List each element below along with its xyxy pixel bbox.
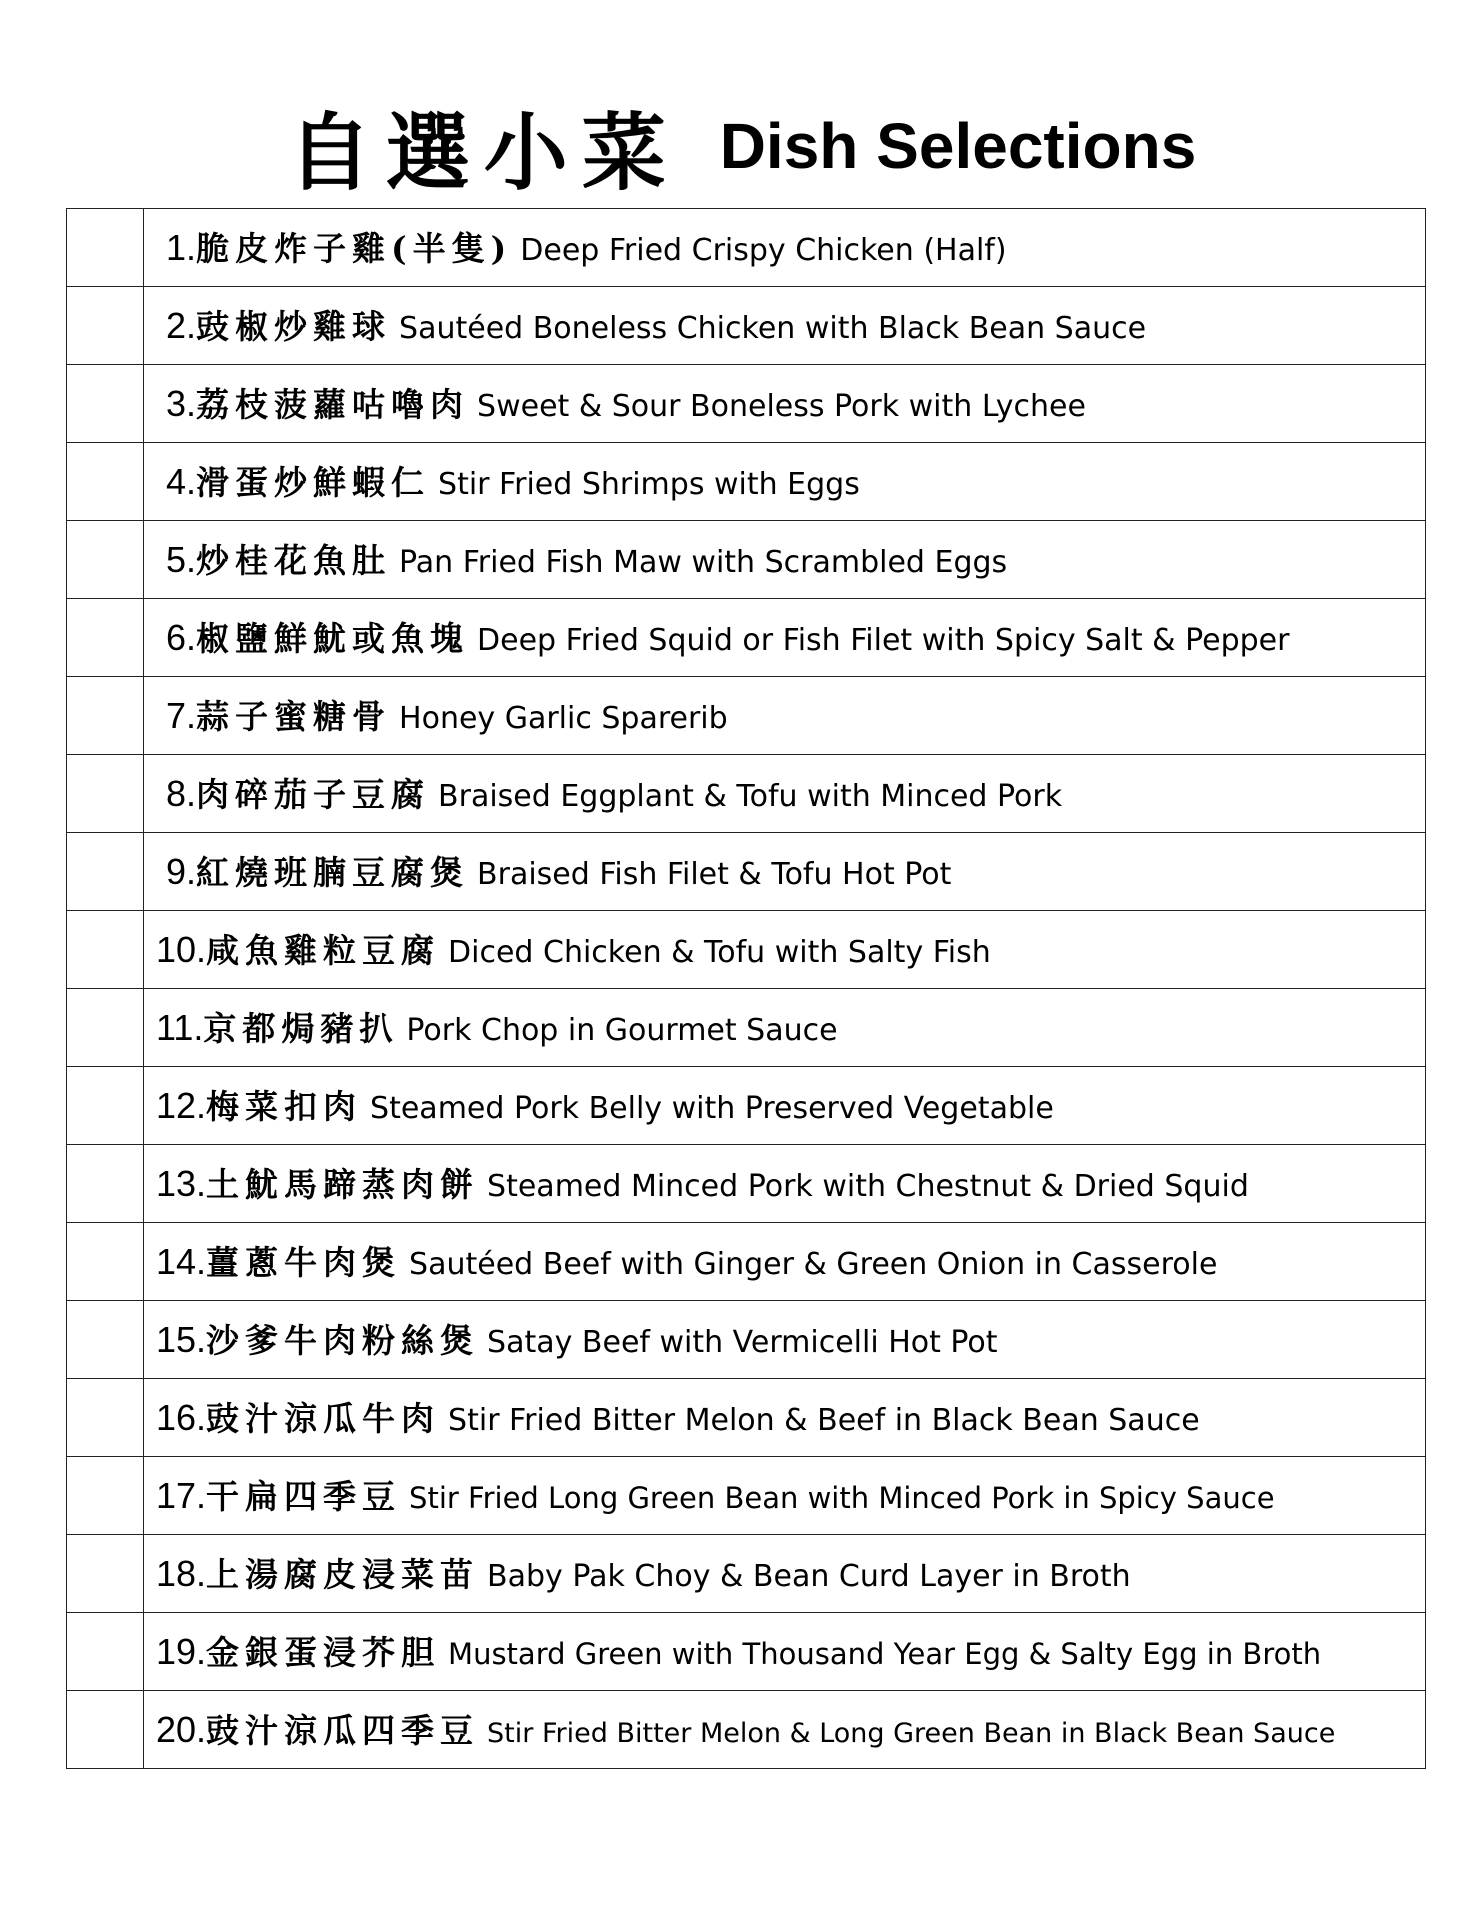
dish-item <box>144 1535 1426 1613</box>
dish-name-english: Sautéed Boneless Chicken with Black Bean Sauce <box>399 310 1147 346</box>
dish-item <box>144 755 1426 833</box>
dish-select-cell[interactable] <box>67 1067 144 1145</box>
dish-name-chinese: 金銀蛋浸芥胆 <box>206 1632 441 1672</box>
dish-number: 12. <box>156 1084 207 1126</box>
dish-name-english: Pan Fried Fish Maw with Scrambled Eggs <box>399 544 1008 580</box>
dish-select-cell[interactable] <box>67 287 144 365</box>
dish-item <box>144 911 1426 989</box>
dish-number: 17. <box>156 1474 207 1516</box>
dish-number: 8. <box>166 772 197 814</box>
dish-number: 3. <box>166 382 197 424</box>
dish-select-cell[interactable] <box>67 521 144 599</box>
dish-row <box>67 677 1426 755</box>
dish-name-english: Baby Pak Choy & Bean Curd Layer in Broth <box>487 1558 1131 1594</box>
dish-name-chinese: 蒜子蜜糖骨 <box>196 696 392 736</box>
dish-select-cell[interactable] <box>67 599 144 677</box>
dish-name-english: Satay Beef with Vermicelli Hot Pot <box>487 1324 998 1360</box>
dish-name-chinese: 肉碎茄子豆腐 <box>196 774 431 814</box>
dish-number: 7. <box>166 694 197 736</box>
dish-row <box>67 1613 1426 1691</box>
dish-name-english: Braised Fish Filet & Tofu Hot Pot <box>477 856 952 892</box>
dish-name-english: Pork Chop in Gourmet Sauce <box>406 1012 838 1048</box>
dish-row <box>67 1067 1426 1145</box>
dish-number: 13. <box>156 1162 207 1204</box>
dish-item <box>144 677 1426 755</box>
dish-row <box>67 287 1426 365</box>
dish-select-cell[interactable] <box>67 755 144 833</box>
dish-select-cell[interactable] <box>67 677 144 755</box>
dish-number: 1. <box>166 226 197 268</box>
dish-number: 11. <box>156 1006 204 1048</box>
dish-name-english: Steamed Minced Pork with Chestnut & Dried Squid <box>487 1168 1249 1204</box>
dish-row <box>67 1301 1426 1379</box>
dish-number: 16. <box>156 1396 207 1438</box>
dish-select-cell[interactable] <box>67 911 144 989</box>
dish-select-cell[interactable] <box>67 1223 144 1301</box>
dish-name-english: Sweet & Sour Boneless Pork with Lychee <box>477 388 1086 424</box>
dish-name-english: Deep Fried Squid or Fish Filet with Spicy Salt & Pepper <box>477 622 1290 658</box>
dish-name-chinese: 荔枝菠蘿咕嚕肉 <box>196 384 470 424</box>
dish-row <box>67 599 1426 677</box>
dish-item <box>144 521 1426 599</box>
dish-name-english: Stir Fried Long Green Bean with Minced Pork in Spicy Sauce <box>409 1480 1275 1515</box>
dish-select-cell[interactable] <box>67 1145 144 1223</box>
dish-item <box>144 209 1426 287</box>
dish-name-chinese: 干扁四季豆 <box>206 1476 402 1516</box>
dish-name-chinese: 薑蔥牛肉煲 <box>206 1242 402 1282</box>
dish-number: 5. <box>166 538 197 580</box>
dish-select-cell[interactable] <box>67 1535 144 1613</box>
dish-name-chinese: 土魷馬蹄蒸肉餅 <box>206 1164 480 1204</box>
dish-number: 4. <box>166 460 197 502</box>
dish-number: 10. <box>156 928 207 970</box>
page-title <box>0 96 1484 202</box>
dish-name-chinese: 椒鹽鮮魷或魚塊 <box>196 618 470 658</box>
title-chinese: 自選小菜 <box>287 102 680 202</box>
dish-row <box>67 989 1426 1067</box>
dish-name-english: Diced Chicken & Tofu with Salty Fish <box>448 934 991 970</box>
dish-row <box>67 755 1426 833</box>
dish-name-chinese: 脆皮炸子雞(半隻) <box>196 228 513 268</box>
dish-item <box>144 599 1426 677</box>
dish-number: 20. <box>156 1708 207 1750</box>
dish-number: 19. <box>156 1630 207 1672</box>
dish-item <box>144 287 1426 365</box>
dish-number: 6. <box>166 616 197 658</box>
dish-name-english: Stir Fried Bitter Melon & Long Green Bean in Black Bean Sauce <box>487 1717 1336 1749</box>
dish-select-cell[interactable] <box>67 365 144 443</box>
dish-item <box>144 1457 1426 1535</box>
dish-select-cell[interactable] <box>67 1301 144 1379</box>
dish-name-chinese: 豉汁涼瓜牛肉 <box>206 1398 441 1438</box>
dish-name-chinese: 豉椒炒雞球 <box>196 306 392 346</box>
dish-number: 15. <box>156 1318 207 1360</box>
dish-item <box>144 1223 1426 1301</box>
dish-row <box>67 1379 1426 1457</box>
dish-row <box>67 1223 1426 1301</box>
dish-name-english: Deep Fried Crispy Chicken (Half) <box>520 232 1007 268</box>
dish-name-chinese: 咸魚雞粒豆腐 <box>206 930 441 970</box>
dish-select-cell[interactable] <box>67 209 144 287</box>
dish-row <box>67 833 1426 911</box>
dish-select-cell[interactable] <box>67 1691 144 1769</box>
dish-item <box>144 443 1426 521</box>
dish-item <box>144 1379 1426 1457</box>
dish-select-cell[interactable] <box>67 443 144 521</box>
dish-select-cell[interactable] <box>67 1379 144 1457</box>
dish-row <box>67 1457 1426 1535</box>
dish-item <box>144 1613 1426 1691</box>
dish-name-chinese: 京都焗豬扒 <box>203 1008 399 1048</box>
dish-item <box>144 1145 1426 1223</box>
dish-name-chinese: 豉汁涼瓜四季豆 <box>206 1710 480 1750</box>
dish-row <box>67 911 1426 989</box>
dish-selection-table <box>66 208 1426 1769</box>
dish-name-chinese: 滑蛋炒鮮蝦仁 <box>196 462 431 502</box>
dish-name-chinese: 炒桂花魚肚 <box>196 540 392 580</box>
title-english: Dish Selections <box>719 110 1197 182</box>
dish-row <box>67 1145 1426 1223</box>
dish-name-english: Stir Fried Bitter Melon & Beef in Black Bean Sauce <box>448 1402 1200 1438</box>
dish-select-cell[interactable] <box>67 833 144 911</box>
dish-name-english: Steamed Pork Belly with Preserved Vegetable <box>370 1090 1054 1126</box>
dish-number: 9. <box>166 850 197 892</box>
dish-list <box>67 209 1426 1769</box>
dish-item <box>144 989 1426 1067</box>
dish-name-english: Honey Garlic Sparerib <box>399 700 728 736</box>
dish-row <box>67 1535 1426 1613</box>
dish-number: 14. <box>156 1240 207 1282</box>
dish-item <box>144 365 1426 443</box>
dish-item <box>144 1067 1426 1145</box>
dish-select-cell[interactable] <box>67 1457 144 1535</box>
dish-row <box>67 365 1426 443</box>
dish-name-chinese: 梅菜扣肉 <box>206 1086 363 1126</box>
dish-item <box>144 833 1426 911</box>
dish-row <box>67 521 1426 599</box>
dish-name-english: Braised Eggplant & Tofu with Minced Pork <box>438 778 1063 814</box>
dish-name-chinese: 上湯腐皮浸菜苗 <box>206 1554 480 1594</box>
dish-select-cell[interactable] <box>67 989 144 1067</box>
dish-number: 2. <box>166 304 197 346</box>
dish-select-cell[interactable] <box>67 1613 144 1691</box>
dish-row <box>67 1691 1426 1769</box>
dish-row <box>67 209 1426 287</box>
dish-row <box>67 443 1426 521</box>
dish-item <box>144 1301 1426 1379</box>
dish-number: 18. <box>156 1552 207 1594</box>
dish-name-english: Mustard Green with Thousand Year Egg & Salty Egg in Broth <box>448 1636 1322 1671</box>
dish-name-english: Sautéed Beef with Ginger & Green Onion in Casserole <box>409 1246 1218 1282</box>
dish-item <box>144 1691 1426 1769</box>
dish-name-chinese: 沙爹牛肉粉絲煲 <box>206 1320 480 1360</box>
dish-name-english: Stir Fried Shrimps with Eggs <box>438 466 860 502</box>
dish-name-chinese: 紅燒班腩豆腐煲 <box>196 852 470 892</box>
